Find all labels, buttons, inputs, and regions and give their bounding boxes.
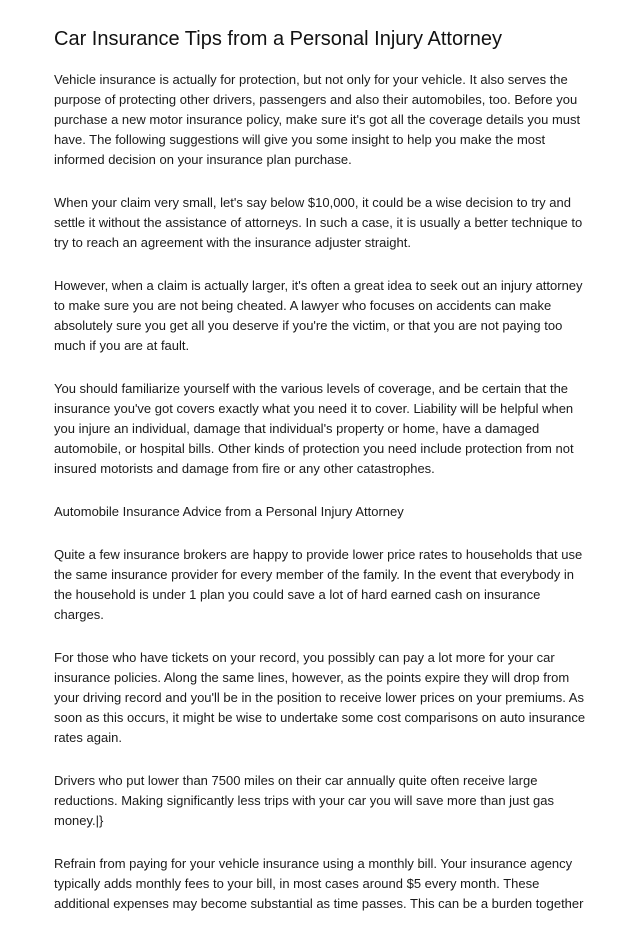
section-subheading: Automobile Insurance Advice from a Personal Injury Attorney	[54, 504, 404, 519]
document-title: Car Insurance Tips from a Personal Injury Attorney	[54, 28, 502, 50]
paragraph-coverage-levels: You should familiarize yourself with the various levels of coverage, and be certain that the insurance you've got covers exactly what you need it to cover. Liability will be helpful when you injure an individual, damage that individual's property or home, have a damaged automobile, or hospital bills. Other kinds of protection you need include protection from not insured motorists and damage from fire or any other catastrophes.	[54, 381, 574, 476]
paragraph-family-discount: Quite a few insurance brokers are happy to provide lower price rates to households that use the same insurance provider for every member of the family. In the event that everybody in the household is under 1 plan you could save a lot of hard earned cash on insurance charges.	[54, 547, 583, 622]
paragraph-low-mileage: Drivers who put lower than 7500 miles on their car annually quite often receive large reductions. Making significantly less trips with your car you will save more than just gas money.|}	[54, 773, 554, 828]
paragraph-small-claims: When your claim very small, let's say below $10,000, it could be a wise decision to try and settle it without the assistance of attorneys. In such a case, it is usually a better technique to try to reach an agreement with the insurance adjuster straight.	[54, 195, 583, 250]
paragraph-tickets: For those who have tickets on your record, you possibly can pay a lot more for your car insurance policies. Along the same lines, however, as the points expire they will drop from your driving record and you'll be in the position to receive lower prices on your premiums. As soon as this occurs, it might be wise to undertake some cost comparisons on auto insurance rates again.	[54, 650, 586, 745]
paragraph-large-claims: However, when a claim is actually larger, it's often a great idea to seek out an injury attorney to make sure you are not being cheated. A lawyer who focuses on accidents can make absolutely sure you get all you deserve if you're the victim, or that you are not paying too much if you are at fault.	[54, 278, 583, 353]
document-body	[54, 70, 592, 937]
paragraph-intro: Vehicle insurance is actually for protection, but not only for your vehicle. It also serves the purpose of protecting other drivers, passengers and also their automobiles, too. Before you purchase a new motor insurance policy, make sure it's got all the coverage details you must have. The following suggestions will give you some insight to help you make the most informed decision on your insurance plan purchase.	[54, 72, 581, 167]
paragraph-monthly-bill: Refrain from paying for your vehicle insurance using a monthly bill. Your insurance agency typically adds monthly fees to your bill, in most cases around $5 every month. These additional expenses may become substantial as time passes. This can be a burden together	[54, 856, 584, 911]
